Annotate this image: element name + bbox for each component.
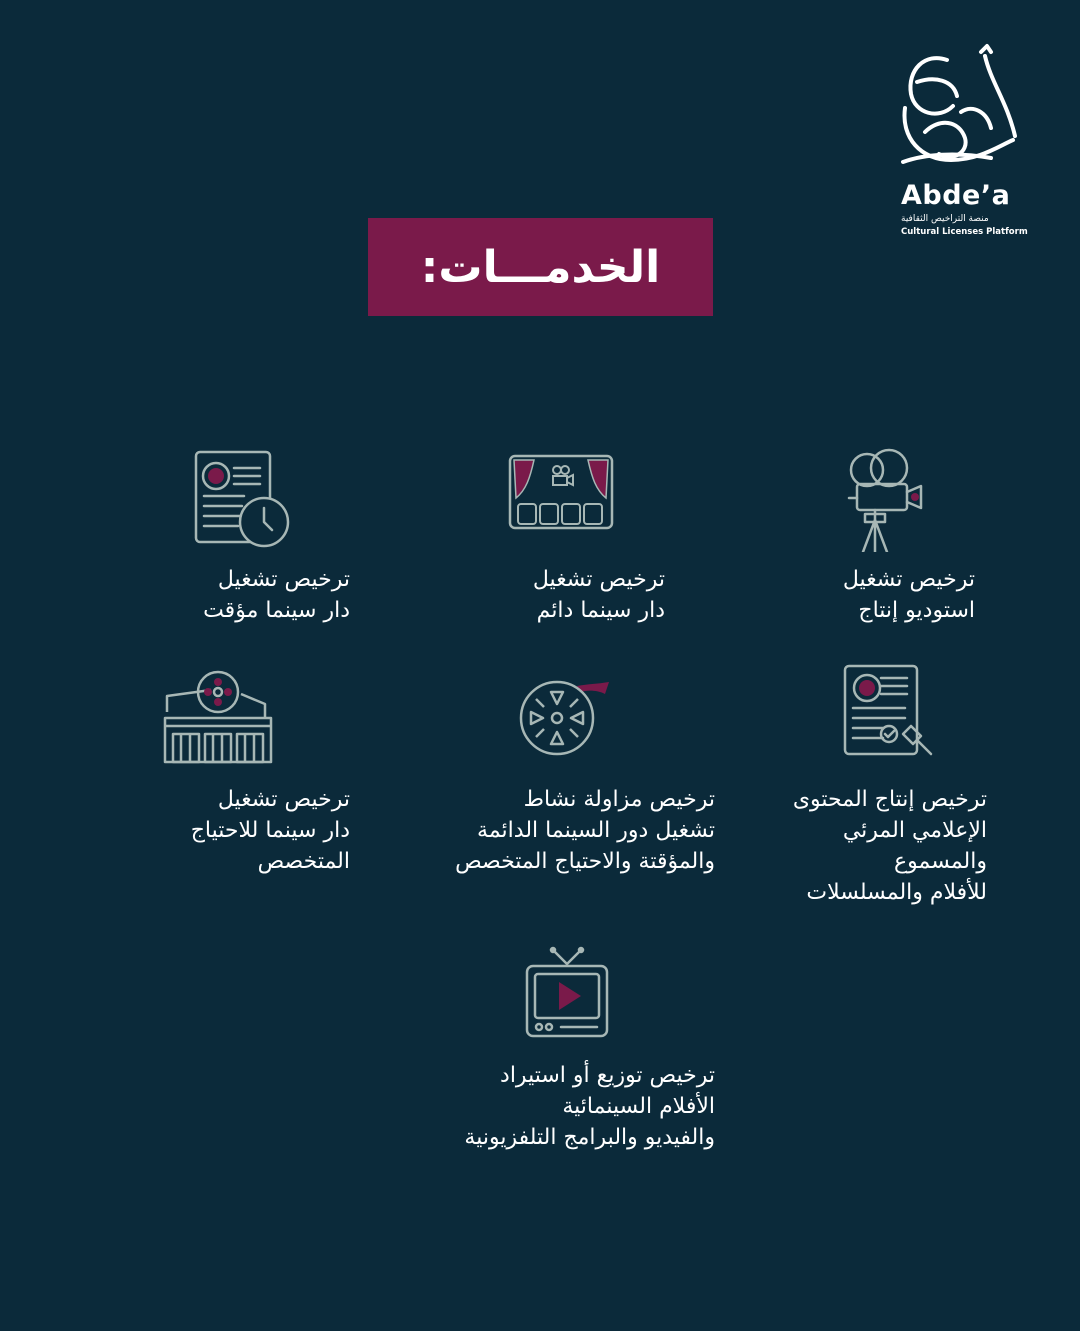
brand-subtitle-ar: منصة التراخيص الثقافية (901, 214, 989, 224)
service-item-temporary-cinema[interactable] (130, 440, 350, 640)
service-label: ترخيص مزاولة نشاط تشغيل دور السينما الدائمة والمؤقتة والاحتياج المتخصص (455, 787, 715, 874)
film-camera-icon (845, 448, 925, 556)
page-title: الخدمـــات: (420, 241, 661, 293)
brand-name: Abde’a (901, 180, 1011, 211)
service-label: ترخيص تشغيل استوديو إنتاج (842, 567, 975, 623)
service-item-media-content[interactable] (765, 660, 987, 905)
services-title-banner (368, 218, 713, 316)
cinema-stage-icon (508, 454, 614, 536)
license-clock-icon (194, 450, 294, 558)
service-label: ترخيص إنتاج المحتوى الإعلامي المرئي والمسموع للأفلام والمسلسلات (792, 787, 987, 905)
television-play-icon (525, 946, 611, 1042)
brand-subtitle-en: Cultural Licenses Platform (901, 227, 1028, 237)
service-label: ترخيص تشغيل دار سينما مؤقت (203, 567, 350, 623)
brand-logo (895, 42, 1028, 242)
service-label: ترخيص توزيع أو استيراد الأفلام السينمائية والفيديو والبرامج التلفزيونية (464, 1063, 715, 1150)
abdea-logo-mark-icon (895, 42, 1025, 180)
film-reel-icon (517, 678, 613, 762)
cinema-building-icon (163, 668, 273, 768)
service-label: ترخيص تشغيل دار سينما دائم (532, 567, 665, 623)
service-item-specialized-cinema[interactable] (95, 660, 350, 890)
service-item-production-studio[interactable] (760, 440, 975, 640)
certificate-stamp-icon (843, 664, 935, 764)
service-item-distribution-import[interactable] (415, 940, 715, 1170)
service-label: ترخيص تشغيل دار سينما للاحتياج المتخصص (190, 787, 350, 874)
service-item-permanent-cinema[interactable] (450, 440, 665, 640)
service-item-cinema-operations[interactable] (415, 660, 715, 890)
